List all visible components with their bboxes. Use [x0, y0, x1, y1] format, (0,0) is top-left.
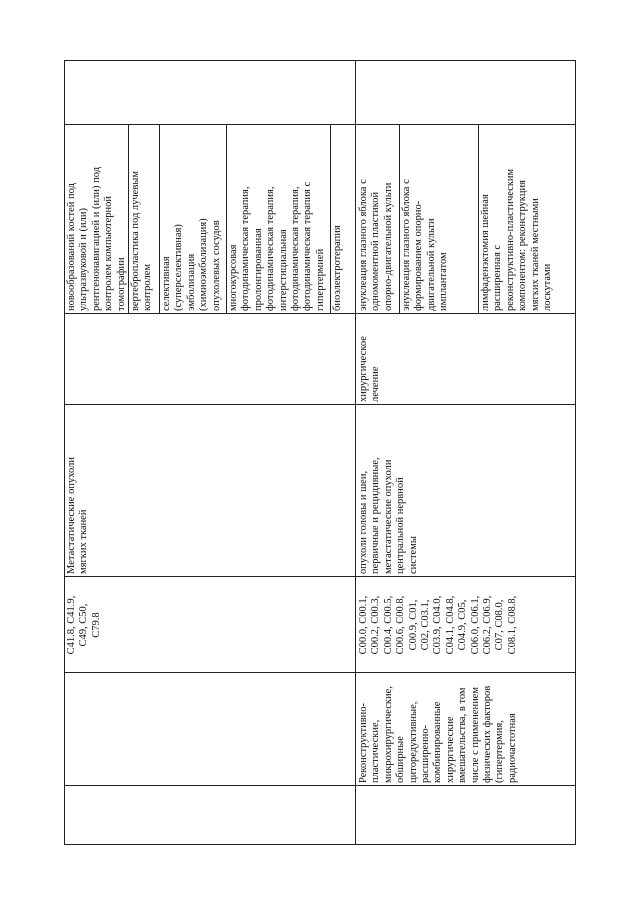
method-line: одномоментной пластикой: [370, 191, 382, 311]
diagnosis-line: первичные и рецидивные,: [370, 457, 382, 574]
row2-method-1: [358, 127, 395, 311]
method-line: фотодинамическая терапия,: [265, 186, 277, 311]
table-border-left: [64, 844, 576, 845]
code-line: C41.8, C41.9,: [66, 595, 77, 655]
code-line: C08.1, C08.8,: [506, 595, 518, 655]
method-line: ультразвуковой и (или): [78, 208, 90, 311]
code-line: C00.0, C00.1,: [358, 595, 369, 655]
method-line: многокурсовая: [228, 244, 239, 311]
row1-diagnosis: [66, 408, 91, 574]
method-line: гипертермией: [314, 248, 326, 311]
code-line: C03.9, C04.0,: [432, 595, 444, 655]
method-line: лимфаденэктомия шейная: [480, 194, 491, 311]
row2-diagnosis: [358, 408, 420, 574]
method-line: контролем компьютерной: [103, 195, 115, 311]
row1-method-5: [332, 127, 344, 311]
method-line: двигательной культи: [425, 218, 437, 311]
intervention-line: вмешательства, в том: [457, 687, 469, 783]
intervention-line: пластические,: [370, 719, 382, 783]
code-line: C49, C50,: [78, 603, 90, 647]
diagnosis-line: системы: [407, 536, 419, 574]
row1-method-2: [130, 127, 155, 311]
rotated-table-page: [64, 60, 576, 845]
row2-treatment: [358, 316, 383, 402]
method-line: томографии: [115, 257, 127, 311]
method-separator: [159, 125, 160, 314]
diagnosis-line: Метастатические опухоли: [66, 456, 77, 574]
method-separator: [399, 125, 400, 314]
intervention-line: микрохирургические,: [382, 686, 394, 783]
code-line: C00.2, C00.3,: [370, 595, 382, 655]
method-line: опорно-двигательной культи: [382, 182, 394, 311]
row-divider: [355, 60, 356, 845]
method-line: компонентом: реконструкция: [517, 180, 529, 311]
method-line: селективная: [161, 256, 172, 311]
method-line: опухолевых сосудов: [210, 220, 222, 311]
method-line: расширенная с: [492, 244, 504, 311]
intervention-line: числе с применением: [469, 687, 481, 783]
row1-method-3: [161, 127, 223, 311]
intervention-line: хирургические: [444, 716, 456, 783]
method-line: интерстициальная: [277, 229, 289, 311]
intervention-line: Реконструктивно-: [358, 702, 369, 783]
row2-method-3: [480, 127, 554, 311]
method-line: новообразований костей под: [66, 183, 77, 311]
code-line: C00.6, C00.8,: [395, 595, 407, 655]
row2-intervention: [358, 675, 519, 783]
method-line: энуклеация глазного яблока с: [401, 179, 412, 311]
row2-codes: [358, 577, 519, 673]
method-line: формированием опорно-: [413, 200, 425, 311]
intervention-line: циторедуктивные,: [407, 701, 419, 783]
method-line: фотодинамическая терапия,: [290, 186, 302, 311]
column-divider: [64, 313, 576, 314]
diagnosis-line: центральной нервной: [395, 477, 407, 574]
method-line: биоэлектротерапия: [332, 225, 343, 311]
method-line: пролонгированная: [252, 228, 264, 311]
intervention-line: расширенно-: [420, 724, 432, 783]
code-line: C04.9, C05,: [457, 599, 469, 651]
treatment-line: лечение: [370, 366, 382, 402]
code-line: C04.1, C04.8,: [444, 595, 456, 655]
method-line: эмболизация: [185, 253, 197, 311]
method-line: энуклеация глазного яблока с: [358, 179, 369, 311]
column-divider: [64, 124, 576, 125]
method-separator: [330, 125, 331, 314]
treatment-line: хирургическое: [358, 336, 369, 402]
table-border-bottom: [575, 60, 576, 845]
method-line: реконструктивно-пластическим: [504, 168, 516, 311]
method-line: фотодинамическая терапия с: [302, 181, 314, 311]
intervention-line: физических факторов: [482, 685, 494, 783]
method-line: контролем: [142, 263, 154, 311]
code-line: C02, C03.1,: [420, 599, 432, 651]
method-line: мягких тканей местными: [529, 198, 541, 311]
code-line: C06.0, C06.1,: [469, 595, 481, 655]
method-line: рентгенонавигацией и (или) под: [90, 166, 102, 311]
row2-method-2: [401, 127, 451, 311]
column-divider: [64, 404, 576, 405]
method-line: лоскутами: [542, 263, 554, 311]
row1-method-4: [228, 127, 327, 311]
method-separator: [478, 125, 479, 314]
method-separator: [226, 125, 227, 314]
diagnosis-line: опухоли головы и шеи,: [358, 470, 369, 574]
column-divider: [64, 785, 576, 786]
code-line: C00.4, C00.5,: [382, 595, 394, 655]
code-line: C00.9, C01,: [407, 599, 419, 651]
code-line: C06.2, C06.9,: [482, 595, 494, 655]
method-line: (суперселективная): [173, 224, 185, 311]
method-line: имплантатом: [438, 252, 450, 311]
method-separator: [128, 125, 129, 314]
diagnosis-line: мягких тканей: [78, 509, 90, 574]
row1-method-1: [66, 127, 128, 311]
intervention-line: комбинированные: [432, 701, 444, 783]
intervention-line: обширные: [395, 736, 407, 783]
table-border-right: [64, 60, 576, 61]
diagnosis-line: метастатические опухоли: [382, 459, 394, 574]
table-border-top: [64, 60, 65, 845]
intervention-line: (гипертермия,: [494, 720, 506, 783]
code-line: C79.8: [90, 612, 102, 638]
row1-codes: [66, 577, 103, 673]
method-line: вертебропластика под лучевым: [130, 171, 141, 311]
method-line: (химиоэмболизация): [198, 218, 210, 311]
code-line: C07, C08.0,: [494, 599, 506, 651]
intervention-line: радиочастотная: [506, 713, 518, 783]
method-line: фотодинамическая терапия,: [240, 186, 252, 311]
